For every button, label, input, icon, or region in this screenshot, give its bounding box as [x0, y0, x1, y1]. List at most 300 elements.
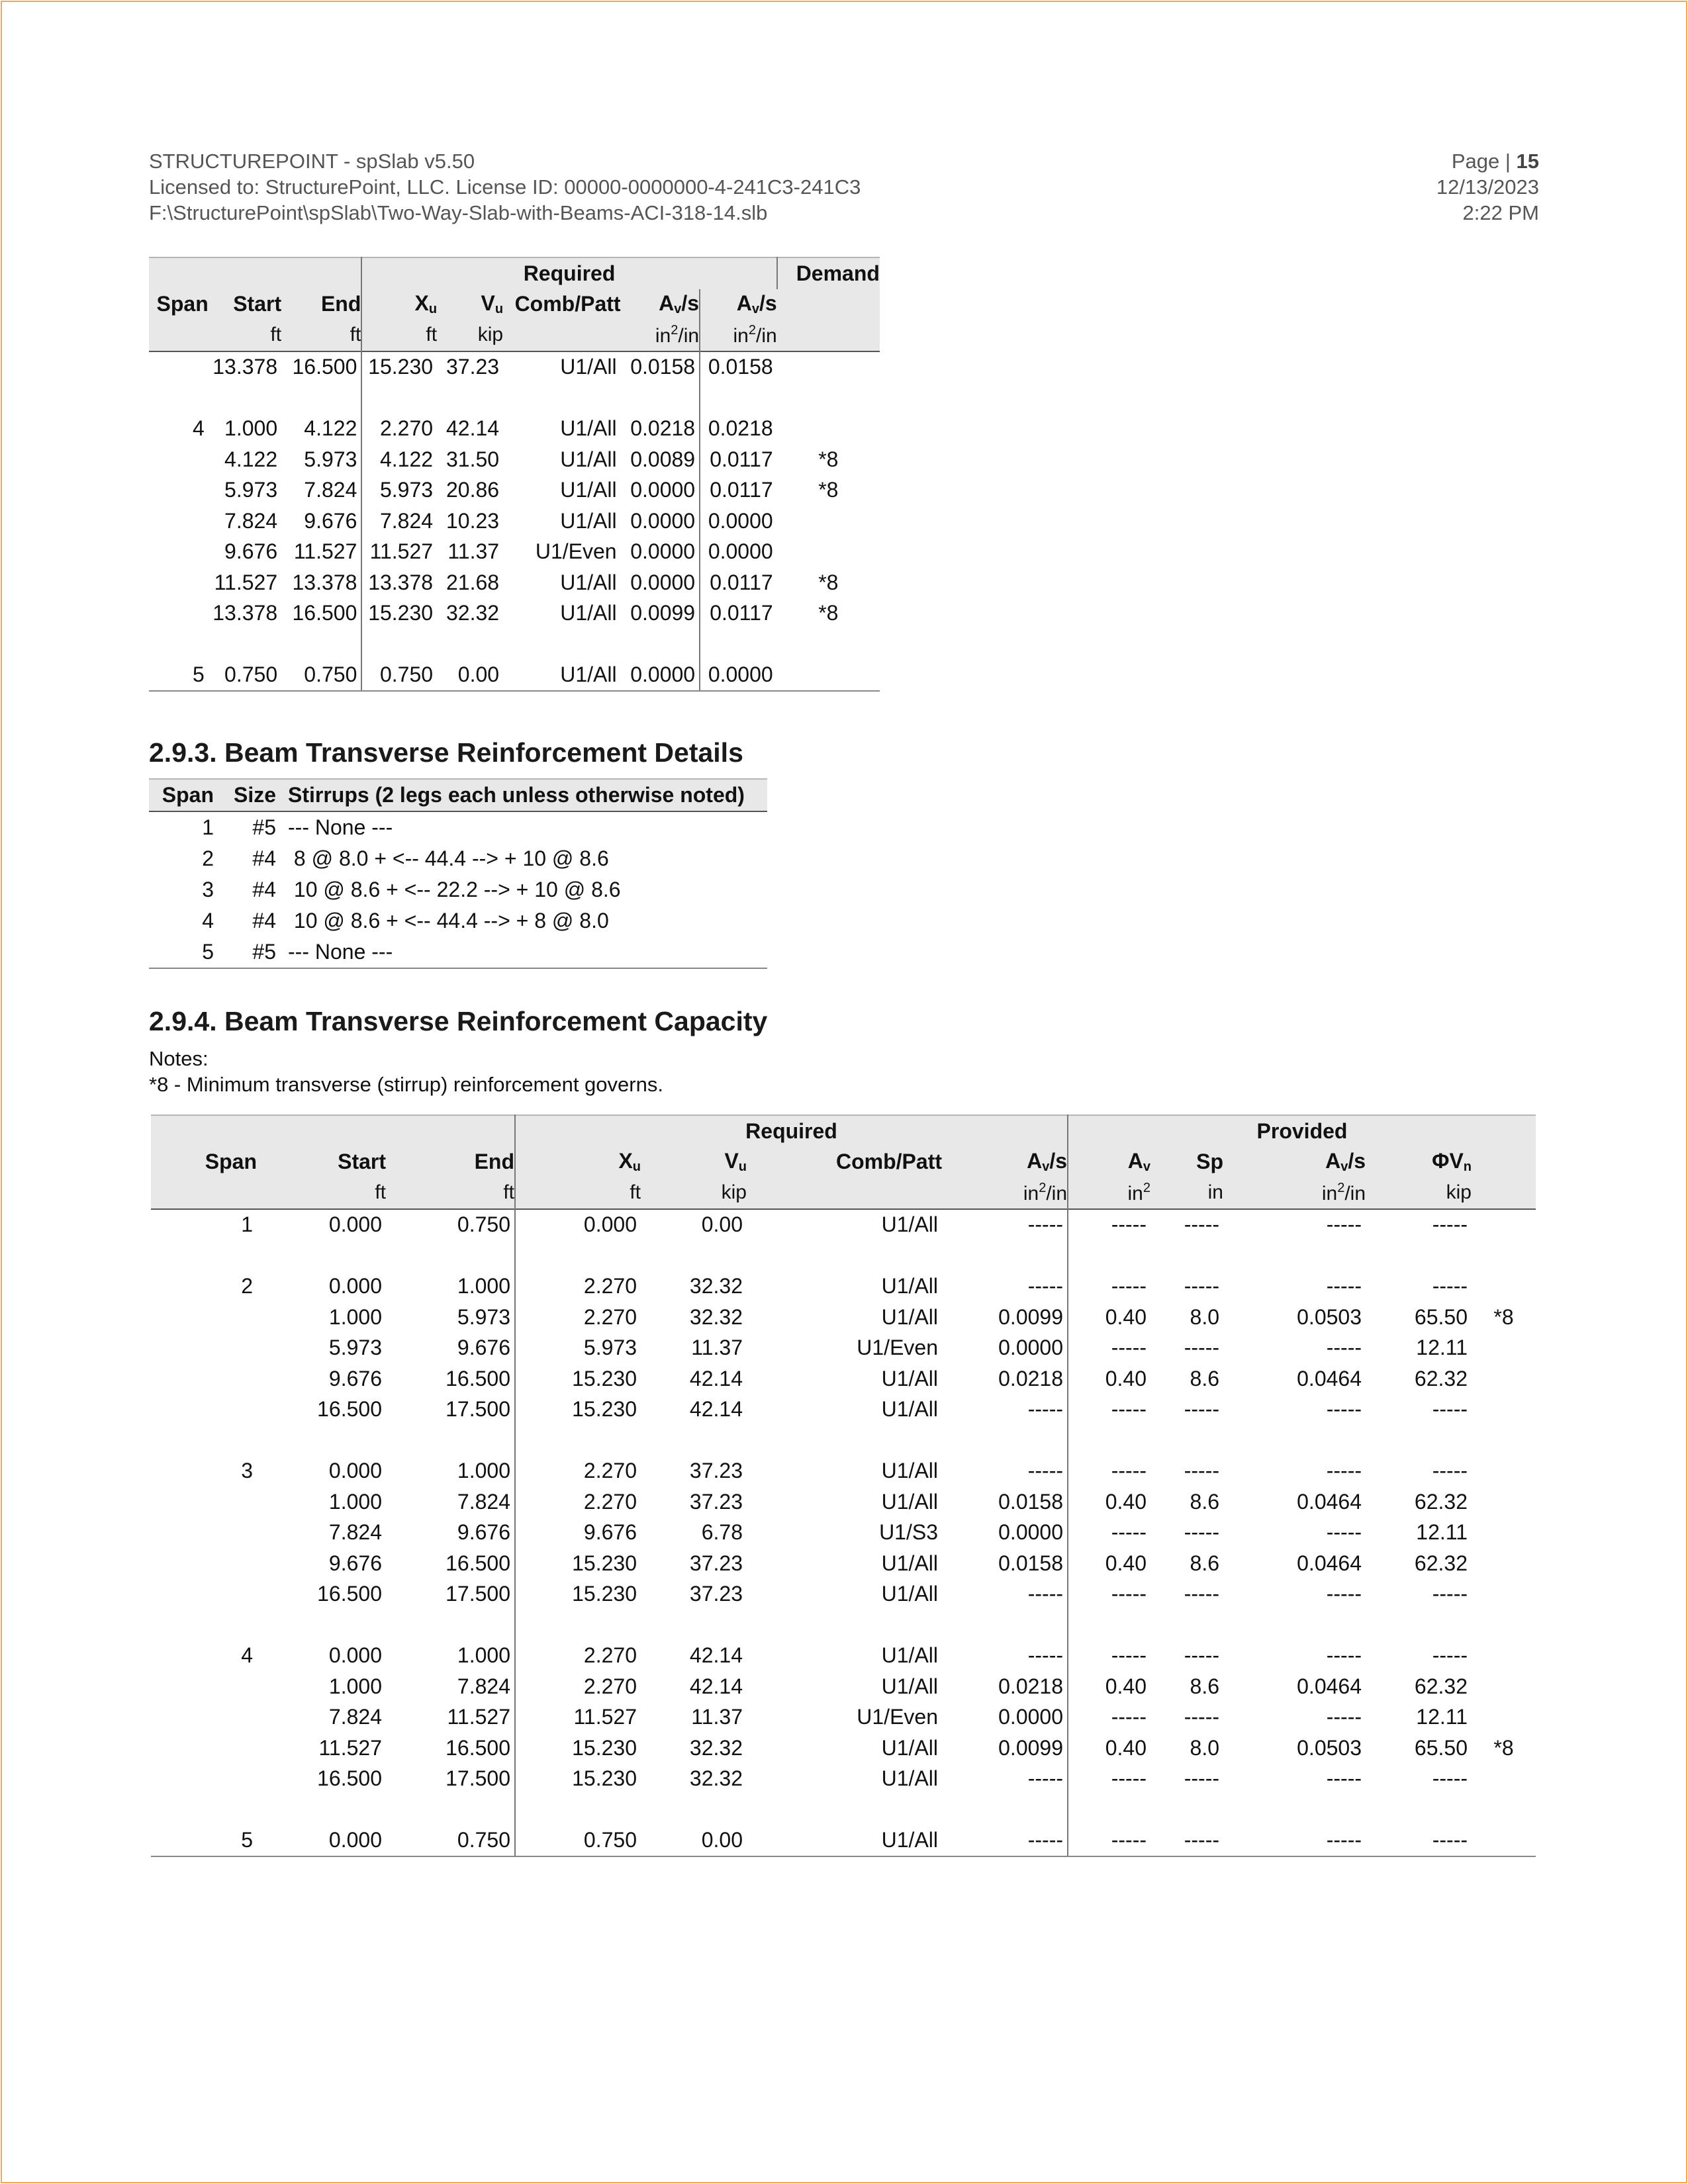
cell-vu: 32.32 [689, 1304, 743, 1329]
col-sp: Sp [1150, 1147, 1223, 1178]
cell-req: 0.0099 [998, 1304, 1063, 1329]
table-row [149, 444, 880, 475]
col-xu: $X_u$ [515, 1147, 641, 1178]
cell-vu: 10.23 [446, 508, 500, 533]
cell-start: 7.824 [224, 508, 278, 533]
table-row [149, 383, 880, 414]
table-row [151, 1702, 1536, 1733]
notes-label: Notes: [149, 1047, 209, 1070]
col-phi-vn: $\Phi V_n$ [1366, 1147, 1472, 1178]
col-comb-patt: Comb/Patt [747, 1147, 942, 1178]
cell-xu: 11.527 [361, 537, 437, 568]
cell-start: 16.500 [317, 1397, 382, 1422]
cell-start [257, 1794, 386, 1825]
cell-phivn [1366, 1425, 1472, 1456]
cell-req: 0.0000 [998, 1520, 1063, 1545]
cell-dem: 0.0000 [700, 506, 777, 537]
capacity-section-title: 2.9.4. Beam Transverse Reinforcement Capacity [149, 1006, 768, 1036]
cell-sp: 8.0 [1190, 1304, 1219, 1329]
col-span: Span [151, 1147, 257, 1178]
cell-comb: U1/All [881, 1735, 938, 1760]
cell-span [151, 1794, 257, 1825]
cell-note [777, 506, 880, 537]
cell-end [386, 1240, 515, 1271]
demand-group-header: Demand [777, 257, 880, 289]
cell-span: 2 [241, 1274, 253, 1298]
cell-dem: 0.0117 [700, 444, 777, 475]
cell-note [1472, 1209, 1536, 1241]
unit-phi-vn: kip [1366, 1177, 1472, 1209]
col-start: Start [257, 1147, 386, 1178]
cell-xu: 5.973 [515, 1333, 641, 1364]
cell-vu: 42.14 [689, 1397, 743, 1422]
software-name: STRUCTUREPOINT - spSlab v5.50 [149, 150, 475, 173]
stirrup-details-table [149, 778, 767, 969]
cell-end: 5.973 [457, 1304, 510, 1329]
cell-dem: 0.0000 [700, 660, 777, 692]
cell-comb: U1/All [881, 1274, 938, 1298]
cell-comb [503, 629, 620, 660]
cell-av: ----- [1068, 1702, 1150, 1733]
table-row [149, 936, 767, 968]
cell-avs: ----- [1326, 1459, 1362, 1483]
cell-dem [700, 629, 777, 660]
cell-xu [515, 1240, 641, 1271]
unit-sp: in [1150, 1177, 1223, 1209]
cell-start: 0.000 [328, 1212, 382, 1237]
cell-span: 1 [241, 1212, 253, 1237]
cell-dem: 0.0000 [700, 537, 777, 568]
cell-av: 0.40 [1068, 1363, 1150, 1394]
cell-avs: 0.0503 [1297, 1735, 1362, 1760]
cell-comb: U1/Even [857, 1336, 938, 1360]
cell-note [1472, 1610, 1536, 1641]
cell-req: 0.0000 [630, 508, 696, 533]
cell-span: 4 [192, 416, 205, 441]
provided-group-header: Provided [1068, 1115, 1536, 1147]
cell-req [942, 1240, 1068, 1271]
cell-av: 0.40 [1068, 1486, 1150, 1518]
cell-av [1068, 1794, 1150, 1825]
cell-vu: 11.37 [447, 539, 500, 564]
cell-note [1472, 1456, 1536, 1487]
cell-span [149, 567, 209, 598]
unit-end: ft [281, 320, 361, 351]
cell-vu [437, 383, 503, 414]
cell-phivn: 12.11 [1416, 1705, 1468, 1729]
col-xu: $X_u$ [361, 289, 437, 320]
cell-start: 13.378 [212, 355, 278, 379]
cell-comb: U1/All [881, 1766, 938, 1791]
cell-span [151, 1518, 257, 1549]
cell-span [151, 1671, 257, 1702]
page-indicator [1436, 148, 1539, 174]
cell-note: *8 [1493, 1304, 1514, 1329]
cell-start: 13.378 [212, 601, 278, 625]
cell-avs: ----- [1223, 1825, 1366, 1857]
cell-start: 7.824 [328, 1520, 382, 1545]
cell-vu: 37.23 [446, 355, 500, 379]
table-row [149, 843, 767, 874]
cell-avs: ----- [1326, 1336, 1362, 1360]
cell-av: ----- [1068, 1209, 1150, 1241]
table-row [151, 1486, 1536, 1518]
unit-av-s-provided: $in^2/in$ [1223, 1177, 1366, 1209]
cell-note [777, 660, 880, 692]
cell-note: *8 [818, 447, 839, 471]
cell-start: 0.000 [328, 1643, 382, 1668]
cell-av [1068, 1610, 1150, 1641]
cell-req: ----- [942, 1825, 1068, 1857]
cell-comb: U1/All [881, 1674, 938, 1698]
cell-avs [1223, 1240, 1366, 1271]
report-header-left [149, 148, 861, 226]
cell-comb: U1/Even [857, 1705, 938, 1729]
cell-start [209, 383, 281, 414]
cell-span [151, 1702, 257, 1733]
cell-av: ----- [1068, 1764, 1150, 1795]
table-row [151, 1733, 1536, 1764]
cell-span [151, 1548, 257, 1579]
cell-span: 2 [202, 846, 214, 870]
unit-start: ft [257, 1177, 386, 1209]
cell-av: 0.40 [1068, 1671, 1150, 1702]
cell-size: #4 [252, 909, 276, 933]
cell-end: 7.824 [304, 478, 357, 502]
cell-comb: U1/All [560, 355, 617, 379]
cell-vu [641, 1610, 747, 1641]
cell-xu [515, 1425, 641, 1456]
cell-req: 0.0218 [998, 1674, 1063, 1698]
cell-comb: U1/Even [535, 539, 617, 564]
cell-phivn: 62.32 [1414, 1674, 1468, 1698]
cell-note [777, 414, 880, 445]
cell-span [151, 1610, 257, 1641]
cell-stirrups: 10 @ 8.6 + <-- 44.4 --> + 8 @ 8.0 [288, 909, 609, 933]
cell-req: 0.0158 [630, 355, 696, 379]
cell-xu: 15.230 [515, 1579, 641, 1610]
cell-phivn: 62.32 [1414, 1366, 1468, 1390]
cell-vu: 0.00 [641, 1825, 747, 1857]
cell-sp: ----- [1184, 1705, 1219, 1729]
col-av-provided: $A_v$ [1068, 1147, 1150, 1178]
cell-start: 16.500 [317, 1582, 382, 1606]
cell-xu: 15.230 [515, 1394, 641, 1426]
cell-end [281, 383, 361, 414]
cell-xu: 15.230 [515, 1764, 641, 1795]
cell-comb: U1/All [881, 1366, 938, 1390]
cell-xu: 15.230 [515, 1548, 641, 1579]
unit-vu: kip [641, 1177, 747, 1209]
cell-sp: 8.6 [1190, 1489, 1219, 1514]
cell-start: 16.500 [317, 1766, 382, 1791]
cell-comb [747, 1240, 942, 1271]
cell-sp: ----- [1184, 1520, 1219, 1545]
table-row [149, 414, 880, 445]
cell-av: ----- [1068, 1394, 1150, 1426]
cell-vu: 6.78 [701, 1520, 743, 1545]
cell-xu: 0.000 [515, 1209, 641, 1241]
cell-req: 0.0089 [630, 447, 696, 471]
cell-dem: 0.0117 [700, 475, 777, 506]
cell-note: *8 [818, 570, 839, 594]
col-end: End [281, 289, 361, 320]
col-span: Span [149, 779, 214, 811]
demand-table-body [149, 351, 880, 692]
cell-end [386, 1610, 515, 1641]
license-line: Licensed to: StructurePoint, LLC. License ID: 00000-0000000-4-241C3-241C3 [149, 175, 861, 199]
cell-note [777, 537, 880, 568]
table-row [151, 1394, 1536, 1426]
cell-end: 11.527 [447, 1705, 510, 1729]
cell-comb: U1/S3 [879, 1520, 938, 1545]
cell-span: 4 [241, 1643, 253, 1668]
table-row [149, 660, 880, 692]
cell-comb: U1/All [881, 1489, 938, 1514]
cell-phivn: 12.11 [1416, 1336, 1468, 1360]
cell-sp [1150, 1425, 1223, 1456]
col-comb-patt: Comb/Patt [503, 289, 620, 320]
cell-sp: ----- [1184, 1459, 1219, 1483]
cell-size: #4 [252, 878, 276, 901]
cell-vu: 32.32 [689, 1766, 743, 1791]
cell-end: 9.676 [304, 508, 357, 533]
cell-span: 1 [202, 815, 214, 839]
cell-xu: 9.676 [515, 1518, 641, 1549]
cell-end: 7.824 [457, 1674, 510, 1698]
cell-start [257, 1425, 386, 1456]
cell-dem: 0.0117 [700, 567, 777, 598]
cell-start: 11.527 [214, 570, 278, 594]
cell-end: 0.750 [281, 660, 361, 692]
cell-sp [1150, 1794, 1223, 1825]
table-row [151, 1209, 1536, 1241]
table-row [151, 1363, 1536, 1394]
cell-span [151, 1333, 257, 1364]
cell-start: 9.676 [328, 1366, 382, 1390]
cell-sp [1150, 1240, 1223, 1271]
cell-av: ----- [1068, 1333, 1150, 1364]
unit-end: ft [386, 1177, 515, 1209]
cell-avs: ----- [1326, 1274, 1362, 1298]
table-row [151, 1610, 1536, 1641]
cell-span [151, 1425, 257, 1456]
cell-xu: 15.230 [361, 351, 437, 383]
cell-vu: 0.00 [701, 1212, 743, 1237]
cell-start [257, 1240, 386, 1271]
cell-sp: ----- [1184, 1397, 1219, 1422]
cell-req [621, 383, 700, 414]
cell-span [149, 506, 209, 537]
cell-end [386, 1794, 515, 1825]
table-row [151, 1302, 1536, 1333]
cell-req: ----- [1027, 1643, 1063, 1668]
cell-sp: 8.6 [1190, 1366, 1219, 1390]
required-group-header: Required [515, 1115, 1068, 1147]
cell-avs: ----- [1326, 1520, 1362, 1545]
cell-start: 0.000 [328, 1274, 382, 1298]
cell-end: 0.750 [457, 1212, 510, 1237]
cell-xu: 0.750 [515, 1825, 641, 1857]
cell-avs: ----- [1326, 1705, 1362, 1729]
cell-end: 1.000 [457, 1643, 510, 1668]
cell-end: 1.000 [457, 1459, 510, 1483]
cell-comb: U1/All [881, 1643, 938, 1668]
cell-note [777, 351, 880, 383]
cell-stirrups: --- None --- [288, 815, 393, 839]
report-time: 2:22 PM [1462, 201, 1539, 224]
cell-sp: 8.0 [1190, 1735, 1219, 1760]
cell-vu: 37.23 [689, 1582, 743, 1606]
cell-start: 0.000 [328, 1459, 382, 1483]
cell-end [281, 629, 361, 660]
cell-xu [361, 629, 437, 660]
cell-req: 0.0158 [998, 1551, 1063, 1575]
cell-xu [515, 1610, 641, 1641]
cell-req: ----- [1027, 1766, 1063, 1791]
cell-vu: 20.86 [446, 478, 500, 502]
col-av-s-demand: $A_v/s$ [700, 289, 777, 320]
cell-span [151, 1394, 257, 1426]
cell-note [1472, 1518, 1536, 1549]
cell-vu: 11.37 [691, 1705, 743, 1729]
cell-xu: 2.270 [361, 414, 437, 445]
cell-xu: 15.230 [515, 1363, 641, 1394]
cell-note [1472, 1363, 1536, 1394]
cell-end: 1.000 [457, 1274, 510, 1298]
stirrup-capacity-table [151, 1115, 1536, 1857]
cell-note: *8 [818, 601, 839, 625]
cell-req: 0.0000 [998, 1336, 1063, 1360]
cell-note [1472, 1794, 1536, 1825]
details-table-body [149, 811, 767, 968]
cell-note [1472, 1425, 1536, 1456]
cell-note [1472, 1240, 1536, 1271]
cell-dem [700, 383, 777, 414]
cell-avs: ----- [1326, 1766, 1362, 1791]
cell-vu [641, 1425, 747, 1456]
cell-start: 11.527 [318, 1735, 382, 1760]
col-av-s-required: $A_v/s$ [942, 1147, 1068, 1178]
cell-phivn: ----- [1366, 1825, 1472, 1857]
cell-vu: 32.32 [446, 601, 500, 625]
table-row [149, 351, 880, 383]
table-row [149, 537, 880, 568]
cell-avs: ----- [1326, 1643, 1362, 1668]
cell-stirrups: --- None --- [276, 936, 767, 968]
cell-req: 0.0099 [630, 601, 696, 625]
cell-end: 9.676 [457, 1336, 510, 1360]
cell-end: 0.750 [386, 1825, 515, 1857]
cell-xu: 5.973 [361, 475, 437, 506]
cell-span [151, 1240, 257, 1271]
report-header-right [1436, 148, 1539, 226]
cell-span [151, 1363, 257, 1394]
cell-end: 16.500 [445, 1551, 510, 1575]
col-end: End [386, 1147, 515, 1178]
cell-span [151, 1302, 257, 1333]
col-span: Span [149, 289, 209, 320]
cell-vu: 37.23 [689, 1489, 743, 1514]
cell-xu: 2.270 [515, 1456, 641, 1487]
table-row [149, 905, 767, 936]
cell-start: 5.973 [328, 1336, 382, 1360]
unit-start: ft [209, 320, 281, 351]
cell-end: 16.500 [292, 355, 357, 379]
unit-vu: kip [437, 320, 503, 351]
cell-xu [515, 1794, 641, 1825]
cell-span [151, 1579, 257, 1610]
cell-span: 4 [202, 909, 214, 933]
cell-vu: 42.14 [689, 1366, 743, 1390]
cell-sp: 8.6 [1190, 1551, 1219, 1575]
col-av-s-required: $A_v/s$ [621, 289, 700, 320]
cell-phivn [1366, 1610, 1472, 1641]
cell-req: 0.0218 [998, 1366, 1063, 1390]
cell-vu: 0.00 [437, 660, 503, 692]
cell-size: #5 [214, 936, 276, 968]
col-vu: $V_u$ [641, 1147, 747, 1178]
cell-note [1472, 1825, 1536, 1857]
cell-start: 4.122 [224, 447, 278, 471]
cell-sp: ----- [1184, 1766, 1219, 1791]
cell-xu: 11.527 [515, 1702, 641, 1733]
cell-req [942, 1610, 1068, 1641]
cell-sp: ----- [1184, 1274, 1219, 1298]
stirrup-demand-table [149, 257, 880, 692]
cell-avs: 0.0464 [1297, 1674, 1362, 1698]
cell-start: 9.676 [328, 1551, 382, 1575]
cell-comb: U1/All [881, 1551, 938, 1575]
cell-vu: 42.14 [446, 416, 500, 441]
cell-start: 1.000 [328, 1489, 382, 1514]
cell-phivn: ----- [1432, 1274, 1468, 1298]
cell-vu [641, 1794, 747, 1825]
cell-av: ----- [1068, 1825, 1150, 1857]
cell-vu: 42.14 [689, 1643, 743, 1668]
cell-comb: U1/All [560, 570, 617, 594]
cell-size: #5 [252, 815, 276, 839]
cell-avs: ----- [1326, 1582, 1362, 1606]
cell-span [149, 537, 209, 568]
cell-note: *8 [1493, 1735, 1514, 1760]
cell-vu: 37.23 [689, 1551, 743, 1575]
table-row [151, 1518, 1536, 1549]
cell-span [151, 1733, 257, 1764]
unit-av-s-demand: $in^2/in$ [700, 320, 777, 351]
cell-vu [437, 629, 503, 660]
cell-avs: 0.0464 [1297, 1489, 1362, 1514]
cell-dem: 0.0117 [700, 598, 777, 629]
cell-note [1472, 1486, 1536, 1518]
cell-av [1068, 1425, 1150, 1456]
cell-phivn: ----- [1432, 1766, 1468, 1791]
cell-span [149, 629, 209, 660]
cell-sp [1150, 1610, 1223, 1641]
cell-note [1472, 1394, 1536, 1426]
table-row [151, 1764, 1536, 1795]
cell-span: 3 [202, 878, 214, 901]
page-label: Page | [1451, 150, 1511, 173]
cell-av: 0.40 [1068, 1302, 1150, 1333]
cell-phivn: ----- [1432, 1643, 1468, 1668]
cell-av: 0.40 [1068, 1733, 1150, 1764]
cell-vu: 42.14 [689, 1674, 743, 1698]
cell-av: ----- [1068, 1518, 1150, 1549]
cell-req: 0.0218 [630, 416, 696, 441]
cell-avs [1223, 1794, 1366, 1825]
cell-comb: U1/All [560, 601, 617, 625]
